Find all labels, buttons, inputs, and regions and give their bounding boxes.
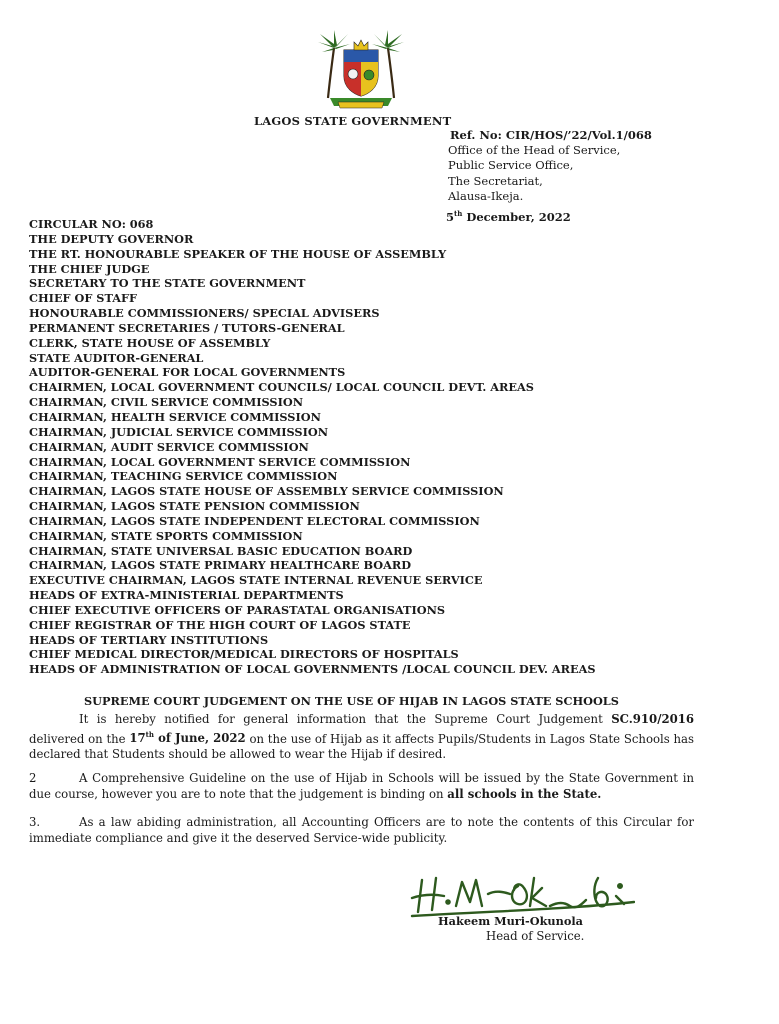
- address-line: The Secretariat,: [448, 173, 543, 188]
- recipient-line: THE DEPUTY GOVERNOR: [29, 231, 194, 246]
- recipient-line: CHIEF MEDICAL DIRECTOR/MEDICAL DIRECTORS OF HOSPITALS: [29, 647, 459, 662]
- judgement-date: 17th of June, 2022: [129, 730, 246, 746]
- reference-number: Ref. No: CIR/HOS/’22/Vol.1/068: [450, 128, 652, 142]
- recipient-line: THE CHIEF JUDGE: [29, 261, 150, 276]
- recipient-line: CHAIRMAN, CIVIL SERVICE COMMISSION: [29, 395, 304, 410]
- recipient-line: CHAIRMAN, LAGOS STATE INDEPENDENT ELECTORAL COMMISSION: [29, 513, 480, 528]
- paragraph-3: 3. As a law abiding administration, all Accounting Officers are to note the contents of this Circular for immediate compliance and give it the deserved Service-wide publicity.: [29, 815, 694, 845]
- recipient-line: PERMANENT SECRETARIES / TUTORS-GENERAL: [29, 320, 345, 335]
- recipient-line: AUDITOR-GENERAL FOR LOCAL GOVERNMENTS: [29, 365, 346, 380]
- recipient-line: CHAIRMAN, LAGOS STATE HOUSE OF ASSEMBLY SERVICE COMMISSION: [29, 484, 504, 499]
- circular-date: 5th December, 2022: [446, 209, 571, 224]
- recipient-line: CHIEF EXECUTIVE OFFICERS OF PARASTATAL ORGANISATIONS: [29, 602, 446, 617]
- recipient-line: SECRETARY TO THE STATE GOVERNMENT: [29, 276, 306, 291]
- recipient-line: CHAIRMAN, JUDICIAL SERVICE COMMISSION: [29, 424, 329, 439]
- signer-name: Hakeem Muri-Okunola: [438, 914, 583, 928]
- recipient-line: CHAIRMAN, LOCAL GOVERNMENT SERVICE COMMISSION: [29, 454, 411, 469]
- recipient-line: CHAIRMAN, LAGOS STATE PENSION COMMISSION: [29, 499, 360, 514]
- recipient-line: CHIEF REGISTRAR OF THE HIGH COURT OF LAGOS STATE: [29, 617, 411, 632]
- address-line: Office of the Head of Service,: [448, 143, 621, 158]
- recipient-line: CHAIRMAN, LAGOS STATE PRIMARY HEALTHCARE BOARD: [29, 558, 412, 573]
- recipient-line: CHAIRMAN, TEACHING SERVICE COMMISSION: [29, 469, 338, 484]
- recipient-line: HEADS OF EXTRA-MINISTERIAL DEPARTMENTS: [29, 588, 344, 603]
- binding-scope: all schools in the State.: [447, 786, 602, 801]
- recipient-line: HONOURABLE COMMISSIONERS/ SPECIAL ADVISERS: [29, 306, 380, 321]
- recipient-line: CHAIRMAN, STATE UNIVERSAL BASIC EDUCATION BOARD: [29, 543, 413, 558]
- address-block: [446, 128, 652, 225]
- recipient-line: THE RT. HONOURABLE SPEAKER OF THE HOUSE OF ASSEMBLY: [29, 246, 447, 261]
- recipient-line: CHAIRMAN, AUDIT SERVICE COMMISSION: [29, 439, 309, 454]
- recipients-list: [29, 217, 596, 677]
- recipient-line: CHAIRMAN, STATE SPORTS COMMISSION: [29, 528, 303, 543]
- recipient-line: HEADS OF ADMINISTRATION OF LOCAL GOVERNMENTS /LOCAL COUNCIL DEV. AREAS: [29, 662, 596, 677]
- recipient-line: CIRCULAR NO: 068: [29, 217, 154, 231]
- circular-subject: SUPREME COURT JUDGEMENT ON THE USE OF HIJAB IN LAGOS STATE SCHOOLS: [84, 694, 619, 708]
- recipient-line: CHAIRMEN, LOCAL GOVERNMENT COUNCILS/ LOCAL COUNCIL DEVT. AREAS: [29, 380, 534, 395]
- paragraph-1: It is hereby notified for general information that the Supreme Court Judgement SC.910/2016 delivered on the 17th of June, 2022 on the use of Hijab as it affects Pupils/Students in Lagos State Schools has declared that Students should be allowed to wear the Hijab if desired.: [29, 712, 695, 761]
- lagos-state-coat-of-arms-icon: [314, 28, 408, 112]
- address-line: Public Service Office,: [448, 158, 574, 173]
- recipient-line: CHIEF OF STAFF: [29, 291, 138, 306]
- government-title: LAGOS STATE GOVERNMENT: [254, 114, 452, 128]
- case-number: SC.910/2016: [611, 712, 694, 726]
- recipient-line: CLERK, STATE HOUSE OF ASSEMBLY: [29, 335, 271, 350]
- address-line: Alausa-Ikeja.: [448, 188, 524, 203]
- recipient-line: EXECUTIVE CHAIRMAN, LAGOS STATE INTERNAL REVENUE SERVICE: [29, 573, 483, 588]
- recipient-line: HEADS OF TERTIARY INSTITUTIONS: [29, 632, 269, 647]
- signer-title: Head of Service.: [486, 929, 585, 943]
- recipient-line: STATE AUDITOR-GENERAL: [29, 350, 204, 365]
- paragraph-number: 3.: [29, 815, 41, 829]
- recipient-line: CHAIRMAN, HEALTH SERVICE COMMISSION: [29, 409, 321, 424]
- paragraph-number: 2: [29, 771, 37, 785]
- paragraph-2: 2 A Comprehensive Guideline on the use of Hijab in Schools will be issued by the State Government in due course, however you are to note that the judgement is binding on all schools in the State.: [29, 771, 694, 801]
